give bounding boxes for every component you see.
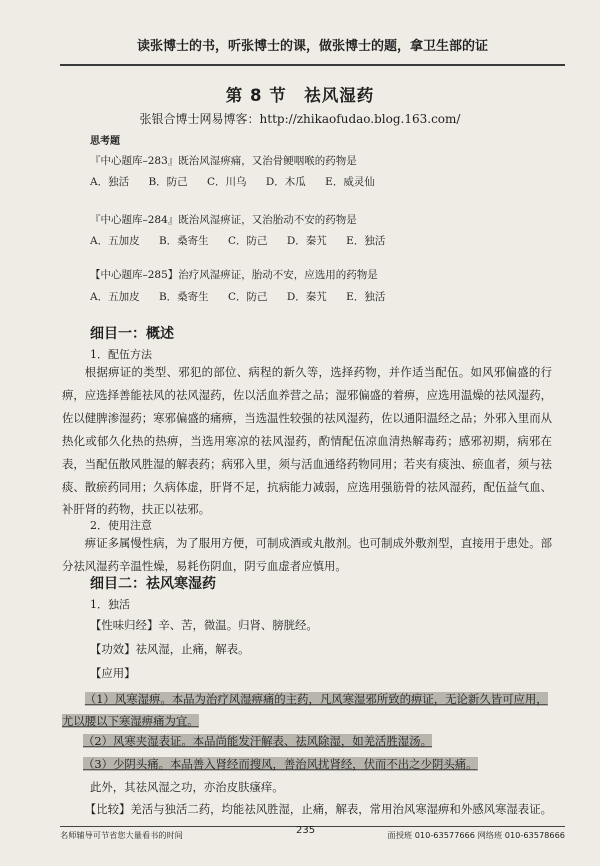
- footer-contact: 面授班 010-63577666 网络班 010-63578666: [387, 830, 565, 840]
- paragraph: 痹证多属慢性病，为了服用方便，可制成酒或丸散剂。也可制成外敷剂型，直接用于患处。部分祛风湿药辛温性燥，易耗伤阴血，阴亏血虚者应慎用。: [62, 536, 552, 573]
- question-options: [90, 174, 391, 189]
- xingwei-line: 【性味归经】辛、苦，微温。归肾、膀胱经。: [90, 618, 318, 632]
- option: B．桑寄生: [158, 235, 209, 247]
- option: E．独活: [346, 291, 386, 303]
- question-stem: 『中心题库–284』既治风湿痹证，又治胎动不安的药物是: [90, 214, 357, 226]
- extra-note: 此外，其祛风湿之功，亦治皮肤瘙痒。: [90, 780, 284, 794]
- yingyong-label: 【应用】: [90, 666, 136, 680]
- option: D．木瓜: [265, 176, 306, 188]
- highlighted-text: （2）风寒夹湿表证。本品尚能发汗解表、祛风除湿，如羌活胜湿汤。: [83, 734, 432, 748]
- section-heading: 细目二：祛风寒湿药: [90, 576, 216, 592]
- application-3: [83, 756, 478, 772]
- section-heading: 细目一：概述: [90, 326, 174, 342]
- subheading: 1．配伍方法: [90, 348, 152, 361]
- page-number: 235: [296, 825, 316, 836]
- option: C．川乌: [207, 176, 247, 188]
- question-options: [90, 289, 401, 304]
- option: E．独活: [346, 235, 386, 247]
- section-title: 第 8 节 祛风湿药: [225, 86, 375, 105]
- gongxiao-line: 【功效】祛风湿，止痛，解表。: [90, 642, 250, 656]
- footer-slogan: 名师辅导可节省您大量看书的时间: [60, 830, 183, 840]
- option: C．防己: [228, 291, 268, 303]
- highlighted-text: （1）风寒湿痹。本品为治疗风湿痹痛的主药，凡风寒湿邪所致的痹证，无论新久皆可应用，尤以腰以下寒湿痹痛为宜。: [62, 692, 548, 728]
- compare-paragraph: 【比较】羌活与独活二药，均能祛风胜湿，止痛，解表，常用治风寒湿痹和外感风寒湿表证。: [84, 802, 552, 816]
- option: B．防己: [148, 176, 188, 188]
- think-label: 思考题: [90, 136, 120, 147]
- option: A．五加皮: [90, 235, 140, 247]
- option: A．五加皮: [90, 291, 140, 303]
- option: D．秦艽: [286, 291, 327, 303]
- question-options: [90, 233, 401, 248]
- option: B．桑寄生: [158, 291, 209, 303]
- application-2: [83, 733, 432, 749]
- question-stem: 【中心题库–285】治疗风湿痹证，胎动不安，应选用的药物是: [90, 269, 378, 281]
- paragraph: 根据痹证的类型、邪犯的部位、病程的新久等，选择药物，并作适当配伍。如风邪偏盛的行痹，应选择善能祛风的祛风湿药，佐以活血养营之品；湿邪偏盛的着痹，应选用温燥的祛风湿药，佐以健脾渗湿药；寒邪偏盛的痛痹，当选温性较强的祛风湿药，佐以通阳温经之品；外邪入里而从热化或郁久化热的热痹，当选用寒凉的祛风湿药，酌情配伍凉血清热解毒药；感邪初期，病邪在表，当配伍散风胜湿的解表药；病邪入里，须与活血通络药物同用；若夹有痰浊、瘀血者，须与祛痰、散瘀药同用；久病体虚，肝肾不足，抗病能力减弱，应选用强筋骨的祛风湿药，配伍益气血、补肝肾的药物，扶正以祛邪。: [62, 365, 552, 517]
- highlighted-text: （3）少阴头痛。本品善入肾经而搜风，善治风扰肾经，伏而不出之少阴头痛。: [83, 757, 478, 771]
- option: C．防己: [228, 235, 268, 247]
- application-1: [62, 688, 552, 732]
- option: E．威灵仙: [325, 176, 375, 188]
- subheading: 2．使用注意: [90, 519, 152, 532]
- option: D．秦艽: [286, 235, 327, 247]
- blog-address: 张银合博士网易博客：http://zhikaofudao.blog.163.com/: [139, 112, 461, 126]
- page-header: 读张博士的书，听张博士的课，做张博士的题，拿卫生部的证: [60, 30, 565, 66]
- subheading: 1．独活: [90, 598, 130, 611]
- question-stem: 『中心题库–283』既治风湿痹痛，又治骨鲠咽喉的药物是: [90, 155, 357, 167]
- page-footer: [60, 826, 565, 847]
- option: A．独活: [90, 176, 130, 188]
